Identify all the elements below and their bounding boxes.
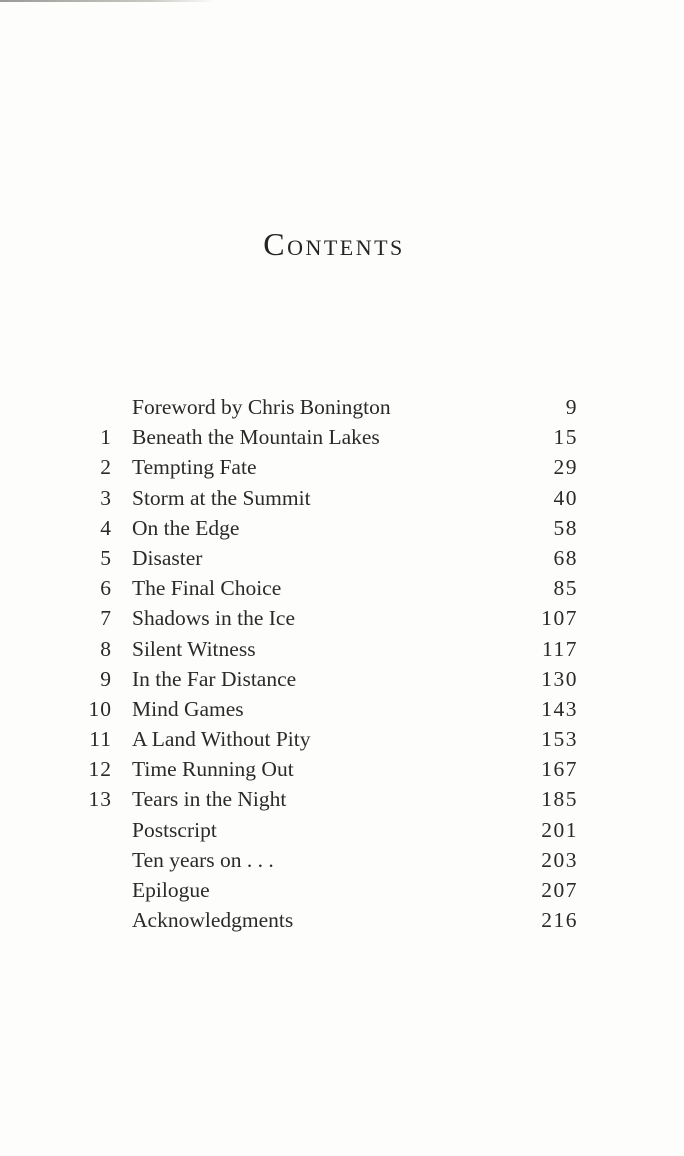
- toc-entry[interactable]: [70, 392, 578, 422]
- chapter-title: Silent Witness: [132, 636, 256, 661]
- toc-entry[interactable]: [70, 815, 578, 845]
- toc-entry[interactable]: [70, 905, 578, 935]
- contents-heading: Contents: [263, 226, 405, 262]
- chapter-title: Beneath the Mountain Lakes: [132, 425, 380, 450]
- toc-entry[interactable]: [70, 875, 578, 905]
- chapter-title: In the Far Distance: [132, 666, 297, 691]
- page-number: 68: [553, 545, 578, 570]
- page-number: 29: [553, 455, 578, 480]
- chapter-number: 12: [88, 757, 112, 782]
- toc-entry[interactable]: [70, 694, 578, 724]
- chapter-title: Ten years on . . .: [132, 847, 274, 872]
- chapter-number: 1: [100, 425, 112, 450]
- chapter-title: Time Running Out: [132, 757, 294, 782]
- toc-entry[interactable]: [70, 573, 578, 603]
- toc-entry[interactable]: [70, 724, 578, 754]
- chapter-number: 7: [100, 606, 112, 631]
- chapter-number: 2: [100, 455, 112, 480]
- chapter-number: 11: [89, 727, 112, 752]
- page-edge-line: [0, 0, 215, 2]
- toc-entry[interactable]: [70, 784, 578, 814]
- page-number: 201: [541, 817, 578, 842]
- page-number: 216: [541, 908, 578, 933]
- chapter-title: Disaster: [132, 545, 203, 570]
- chapter-number: 6: [100, 576, 112, 601]
- page-number: 185: [541, 787, 578, 812]
- chapter-number: 8: [100, 636, 112, 661]
- toc-entry[interactable]: [70, 664, 578, 694]
- page-number: 207: [541, 878, 578, 902]
- chapter-number: 3: [100, 485, 112, 510]
- chapter-title: A Land Without Pity: [132, 727, 311, 752]
- chapter-title: Shadows in the Ice: [132, 606, 296, 631]
- chapter-title: Acknowledgments: [132, 908, 294, 933]
- page-number: 117: [542, 636, 578, 661]
- chapter-number: 9: [100, 666, 112, 691]
- toc-entry[interactable]: [70, 754, 578, 784]
- page-number: 167: [541, 757, 578, 782]
- chapter-title: Foreword by Chris Bonington: [132, 395, 391, 419]
- chapter-title: On the Edge: [132, 515, 240, 540]
- chapter-number: 13: [88, 787, 112, 812]
- toc-entry[interactable]: [70, 422, 578, 452]
- chapter-title: Tears in the Night: [132, 787, 287, 812]
- toc-entry[interactable]: [70, 452, 578, 482]
- chapter-title: Mind Games: [132, 696, 244, 721]
- toc-entry[interactable]: [70, 603, 578, 633]
- chapter-title: Storm at the Summit: [132, 485, 311, 510]
- page-number: 143: [541, 696, 578, 721]
- page-number: 107: [541, 606, 578, 631]
- toc-entry[interactable]: [70, 543, 578, 573]
- page-number: 85: [553, 576, 578, 601]
- toc-entry[interactable]: [70, 513, 578, 543]
- page-number: 58: [553, 515, 578, 540]
- chapter-title: Epilogue: [132, 878, 210, 902]
- page-number: 9: [565, 395, 578, 419]
- toc-entry[interactable]: [70, 483, 578, 513]
- page-number: 15: [553, 425, 578, 450]
- toc-entry[interactable]: [70, 634, 578, 664]
- chapter-title: Tempting Fate: [132, 455, 257, 480]
- page-number: 153: [541, 727, 578, 752]
- page-number: 203: [541, 847, 578, 872]
- chapter-number: 10: [88, 696, 112, 721]
- page-number: 40: [553, 485, 578, 510]
- chapter-number: 5: [100, 545, 112, 570]
- table-of-contents: [70, 392, 578, 935]
- chapter-number: 4: [100, 515, 112, 540]
- toc-entry[interactable]: [70, 845, 578, 875]
- chapter-title: The Final Choice: [132, 576, 282, 601]
- chapter-title: Postscript: [132, 817, 217, 842]
- page-number: 130: [541, 666, 578, 691]
